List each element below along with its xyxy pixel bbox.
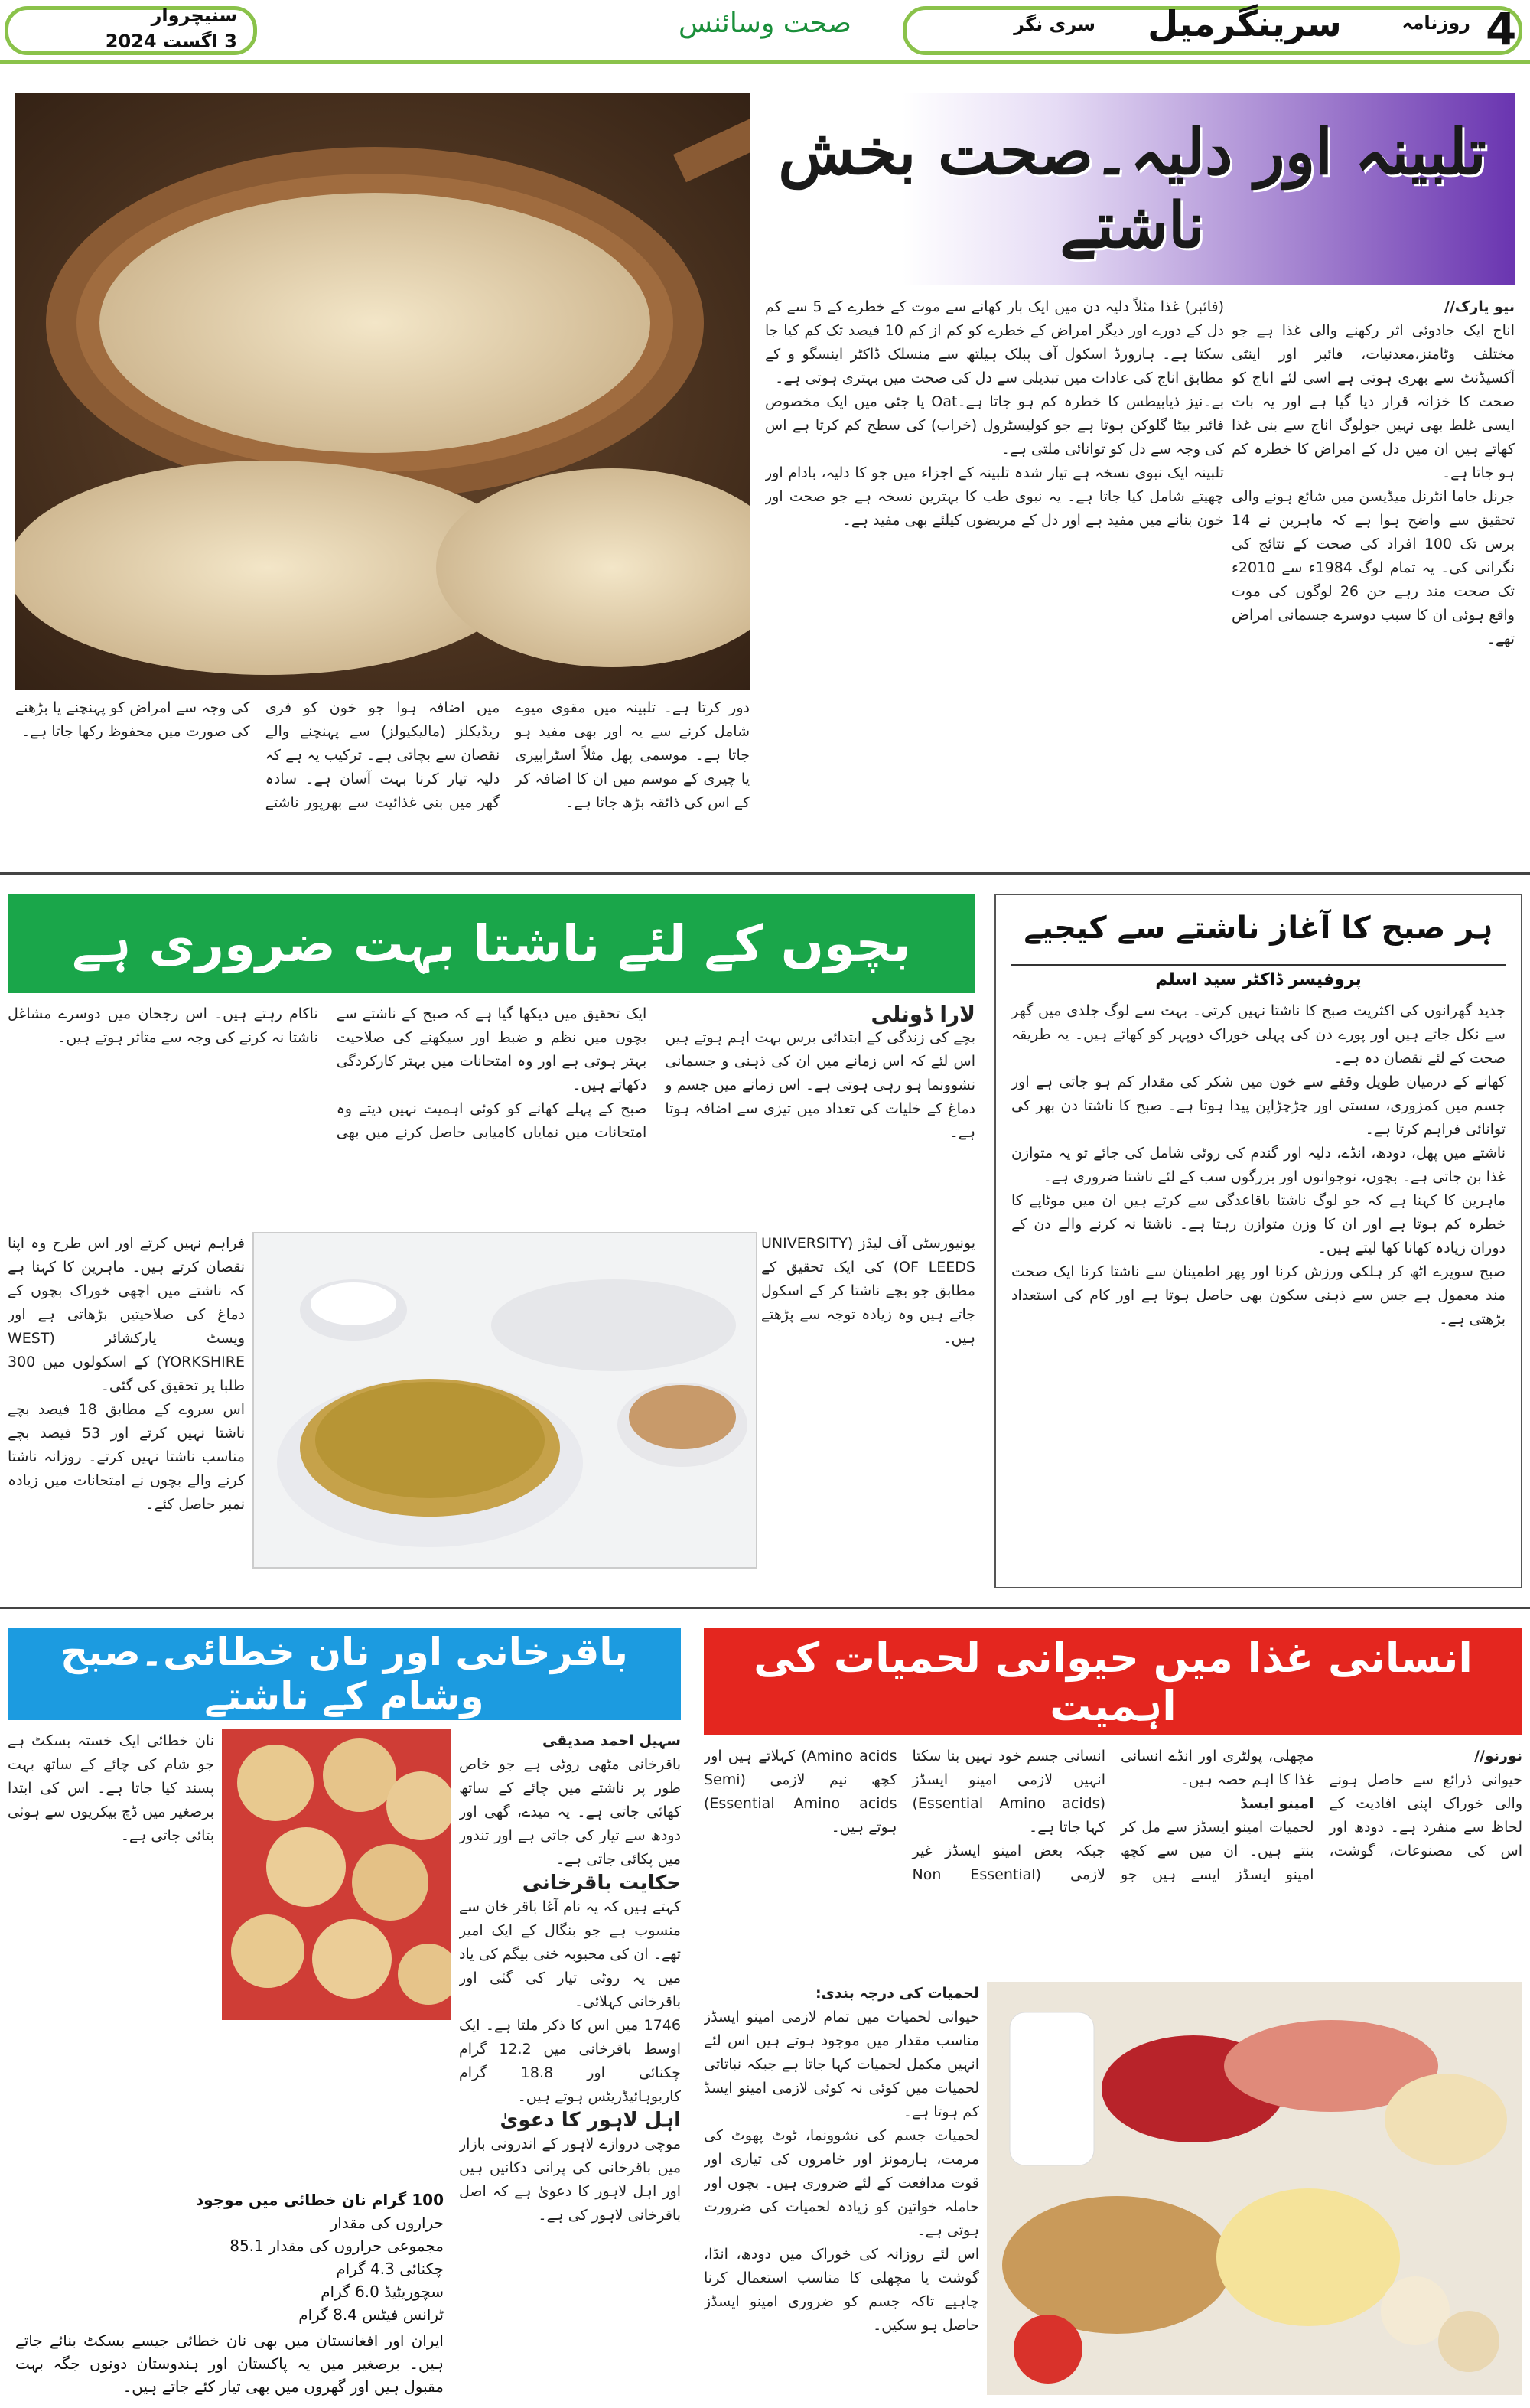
article1-paragraph: تلبینہ ایک نبوی نسخہ ہے تیار شدہ تلبینہ کے اجزاء میں جو کا دلیہ، بادام اور چھیتے شامل کیا جاتا ہے۔ یہ نبوی طب کا بہترین نسخہ ہے جو صحت اور خون بنانے میں مفید ہے اور دل کے مریضوں کیلئے بھی مفید ہے۔ [765,464,1224,529]
article5-column-right [459,1729,681,2395]
article1-paragraph: (فائبر) غذا مثلاً دلیہ دن میں ایک بار کھانے سے موت کے خطرے کے 5 سے کم دل کے دورے اور دیگر امراض کے خطرے کو کم از کم 10 فیصد تک کم کیا جا سکتا ہے۔ ہارورڈ اسکول آف پبلک ہیلتھ سے منسلک ڈاکٹر اینسگو و کے مطابق اناج کی عادات میں تبدیلی سے دل کی صحت میں بہتری ہوتی ہے۔ [765,298,1224,386]
article1-title: تلبینہ اور دلیہ۔صحت بخش ناشتے [778,116,1486,262]
nutrition-item: سچوریٹیڈ 6.0 گرام [321,2283,444,2301]
article4-column-lower [704,1982,979,2395]
article4-subhead: امینو ایسڈ [1240,1795,1314,1812]
article2-title: بچوں کے لئے ناشتا بہت ضروری ہے [72,914,911,973]
article2-paragraph: اس سروے کے مطابق 18 فیصد بچے ناشتا نہیں کرتے اور 53 فیصد بچے مناسب ناشتا نہیں کرتے۔ روزانہ ناشتا کرنے والے بچوں نے امتحانات میں زیادہ نمبر حاصل کئے۔ [8,1401,245,1513]
article1-title-banner [750,93,1515,285]
section-divider [0,1607,1530,1609]
page-number: 4 [1486,3,1517,55]
article3-paragraph: صبح سویرے اٹھ کر ہلکی ورزش کرنا اور پھر اطمینان سے ناشتا کرنا ایک صحت مند معمول ہے جس سے ذہنی سکون بھی حاصل ہوتا ہے اور کام کی استعداد بڑھتی ہے۔ [1011,1263,1506,1328]
baqarkhani-illustration [222,1729,451,2020]
article5-subhead: اہل لاہور کا دعویٰ [500,2109,681,2132]
oats-photo [15,93,750,690]
article1-paragraph: جرنل جاما انٹرنل میڈیسن میں شائع ہونے والی تحقیق سے واضح ہوا ہے کہ ماہرین نے 14 برس تک 100 افراد کی صحت کے نتائج کی نگرانی کی۔ یہ تمام لوگ 1984ء سے 2010ء تک صحت مند رہے جن 26 لوگوں کی موت واقع ہوئی ان کا سبب دوسرے جسمانی امراض تھے۔ [1232,488,1515,647]
article5-paragraph: باقرخانی مٹھی روٹی ہے جو خاص طور پر ناشتے میں چائے کے ساتھ کھائی جاتی ہے۔ یہ میدے، گھی اور دودھ سے تیار کی جاتی ہے اور تندور میں پکائی جاتی ہے۔ [459,1756,681,1868]
article1-paragraph: اناج ایک جادوئی اثر رکھنے والی غذا ہے جو مختلف وٹامنز،معدنیات، فائبر اور اینٹی آکسیڈنٹ سے بھری ہوتی ہے اسی لئے اناج کو صحت کا خزانہ قرار دیا گیا ہے اور یہ بات ایسی غلط بھی نہیں جولوگ اناج سے بنی غذا کھاتے ہیں ان میں دل کے امراض کا خطرہ کم ہو جاتا ہے۔ [1232,322,1515,481]
issue-date: 3 اگست 2024 [105,31,237,52]
paratha-photo [252,1232,757,1569]
article2-byline: لارا ڈونلی [871,1002,975,1027]
nutrition-heading: 100 گرام نان خطائی میں موجود [195,2191,444,2209]
paratha-illustration [254,1233,756,1567]
article4-paragraph: اس لئے روزانہ کی خوراک میں دودھ، انڈا، گوشت یا مچھلی کا مناسب استعمال کرنا چاہیے تاکہ جسم کو ضروری امینو ایسڈز حاصل ہو سکیں۔ [704,2246,979,2334]
article1-paragraph: دور کرتا ہے۔ تلبینہ میں مقوی میوے شامل کرنے سے یہ اور بھی مفید ہو جاتا ہے۔ موسمی پھل مثلاً اسٹرابیری یا چیری کے موسم میں ان کا اضافہ کر کے اس کی ذائقہ بڑھ جاتا ہے۔ [515,699,750,811]
oats-photo-illustration [15,93,750,690]
article3-paragraph: ماہرین کا کہنا ہے کہ جو لوگ ناشتا باقاعدگی سے کرتے ہیں ان میں موٹاپے کا خطرہ کم ہوتا ہے اور ان کا وزن متوازن رہتا ہے۔ ناشتا نہ کرنے والے دن کے دوران زیادہ کھانا کھا لیتے ہیں۔ [1011,1192,1506,1256]
nutrition-item: حراروں کی مقدار [330,2214,444,2232]
article2-paragraph: ایک تحقیق میں دیکھا گیا ہے کہ صبح کے ناشتے سے بچوں میں نظم و ضبط اور سیکھنے کی صلاحیت بہتر ہوتی ہے اور وہ امتحانات میں بہتر کارکردگی دکھاتے ہیں۔ [336,1005,647,1093]
article3-paragraph: کھانے کے درمیان طویل وقفے سے خون میں شکر کی مقدار کم ہو جاتی ہے اور جسم میں کمزوری، سستی اور چڑچڑاپن پیدا ہوتا ہے۔ صبح کا ناشتا دن بھر کی توانائی فراہم کرتا ہے۔ [1011,1074,1506,1138]
article2-column-left [8,1232,245,1569]
article4-paragraph: لحمیات امینو ایسڈز سے مل کر بنتے ہیں۔ ان میں سے کچھ امینو ایسڈز ایسے ہیں جو انسانی جسم خود نہیں بنا سکتا انہیں لازمی امینو ایسڈز (Essential Amino acids) کہا جاتا ہے۔ [912,1748,1314,1883]
section-divider [0,872,1530,875]
article5-paragraph: 1746 میں اس کا ذکر ملتا ہے۔ ایک اوسط باقرخانی میں 12.2 گرام چکنائی اور 18.8 گرام کاربوہائیڈریٹس ہوتے ہیں۔ [459,2017,681,2105]
nutrition-box [15,2188,444,2395]
article4-subhead: لحمیات کی درجہ بندی: [815,1985,979,2002]
section-title: صحت وسائنس [679,8,851,39]
article3-body [1011,999,1506,1575]
article3-byline: پروفیسر ڈاکٹر سید اسلم [1155,970,1362,989]
paper-name: سرینگرمیل [1148,3,1342,44]
article1-paragraph: بے۔نیز ذیابیطس کا خطرہ کم ہو جاتا ہے۔Oat یا جئی میں ایک مخصوص فائبر بیٹا گلوکن ہوتا ہے جو کولیسٹرول (خراب) کی سطح کم کرتا ہے اس کی وجہ سے دل کو توانائی ملتی ہے۔ [765,393,1224,458]
article2-paragraph: صبح کے پہلے کھانے کو کوئی اہمیت نہیں دیتے وہ امتحانات میں نمایاں کامیابی حاصل کرنے میں بھی ناکام رہتے ہیں۔ اس رجحان میں دوسرے مشاغل ناشتا نہ کرنے کی وجہ سے متاثر ہوتے ہیں۔ [8,1005,647,1141]
article5-title-banner [8,1628,681,1720]
article5-paragraph: کہتے ہیں کہ یہ نام آغا باقر خان سے منسوب ہے جو بنگال کے ایک امیر تھے۔ ان کی محبوبہ خنی بیگم کی یاد میں یہ روٹی تیار کی گئی اور باقرخانی کہلائی۔ [459,1898,681,2010]
article4-title-banner [704,1628,1522,1735]
article3-title: ہر صبح کا آغاز ناشتے سے کیجیے [1024,911,1493,946]
article2-paragraph: بچے کی زندگی کے ابتدائی برس بہت اہم ہوتے ہیں اس لئے کہ اس زمانے میں ان کی ذہنی و جسمانی نشوونما ہو رہی ہوتی ہے۔ اس زمانے میں جسم و دماغ کے خلیات کی تعداد میں تیزی سے اضافہ ہوتا ہے۔ [665,1029,975,1141]
article3-title-rule [1011,964,1506,966]
article3-paragraph: جدید گھرانوں کی اکثریت صبح کا ناشتا نہیں کرتی۔ بہت سے لوگ جلدی میں گھر سے نکل جاتے ہیں اور پورے دن کی پہلی خوراک دوپہر کو کھاتے ہیں۔ یہ طریقہ صحت کے لئے نقصان دہ ہے۔ [1011,1002,1506,1067]
article1-column-3 [15,696,750,849]
protein-foods-illustration [987,1982,1522,2395]
nutrition-item: مجموعی حراروں کی مقدار 85.1 [230,2237,444,2255]
article2-title-banner [8,894,975,993]
article5-column-left [8,1729,214,2196]
article2-columns-top [8,1002,975,1224]
article4-paragraph: لحمیات جسم کی نشوونما، ٹوٹ پھوٹ کی مرمت، ہارمونز اور خامروں کی تیاری اور قوت مدافعت کے لئے ضروری ہیں۔ بچوں اور حاملہ خواتین کو زیادہ لحمیات کی ضرورت ہوتی ہے۔ [704,2127,979,2239]
nutrition-item: ٹرانس فیٹس 8.4 گرام [298,2305,444,2324]
article5-paragraph: ایران اور افغانستان میں بھی نان خطائی جیسے بسکٹ بنائے جاتے ہیں۔ برصغیر میں یہ پاکستان اور ہندوستان دونوں جگہ بہت مقبول ہیں اور گھروں میں بھی تیار کئے جاتے ہیں۔ [15,2331,444,2396]
article4-columns [704,1745,1522,1974]
article5-subhead: حکایت باقرخانی [522,1872,681,1895]
article4-byline: نورنو// [1474,1748,1522,1764]
article2-column-right: یونیورسٹی آف لیڈز (UNIVERSITY OF LEEDS) کی ایک تحقیق کے مطابق جو بچے ناشتا کر کے اسکول جاتے ہیں وہ زیادہ توجہ سے پڑھتے ہیں۔ [761,1235,975,1347]
article1-paragraph: میں اضافہ ہوا جو خون کو فری ریڈیکلز (مالیکیولز) سے پہنچنے والے نقصان سے بچاتی ہے۔ ترکیب یہ ہے کہ دلیہ تیار کرنا بہت آسان ہے۔ سادہ گھر میں بنی غذائیت سے بھرپور ناشتے کی وجہ سے امراض کو پہنچنے یا بڑھنے کی صورت میں محفوظ رکھا جاتا ہے۔ [15,699,500,811]
article1-column-1 [1232,295,1515,854]
masthead-rule [0,60,1530,64]
article3-box [994,894,1522,1588]
article1-column-2 [765,295,1224,854]
article3-paragraph: ناشتے میں پھل، دودھ، انڈے، دلیہ اور گندم کی روٹی شامل کی جائے تو یہ متوازن غذا بن جاتی ہے۔ بچوں، نوجوانوں اور بزرگوں سب کے لئے ناشتا ضروری ہے۔ [1011,1145,1506,1185]
paper-prefix: روزنامہ [1401,12,1470,34]
weekday: سنیچروار [151,5,237,26]
protein-foods-photo [987,1982,1522,2395]
article4-paragraph: حیوانی ذرائع سے حاصل ہونے والی خوراک اپنی افادیت کے لحاظ سے منفرد ہے۔ دودھ اور اس کی مصنوعات، گوشت، مچھلی، پولٹری اور انڈے انسانی غذا کا اہم حصہ ہیں۔ [1121,1748,1522,1859]
article5-byline: سہیل احمد صدیقی [542,1732,681,1749]
article2-paragraph: فراہم نہیں کرتے اور اس طرح وہ اپنا نقصان کرتے ہیں۔ ماہرین کا کہنا ہے کہ ناشتے میں اچھی خوراک بچوں کے دماغ کی صلاحیتیں بڑھاتی ہے اور ویسٹ یارکشائر (WEST YORKSHIRE) کے اسکولوں میں 300 طلبا پر تحقیق کی گئی۔ [8,1235,245,1394]
nutrition-item: چکنائی 4.3 گرام [336,2260,444,2278]
article4-title: انسانی غذا میں حیوانی لحمیات کی اہمیت [754,1634,1473,1730]
baqarkhani-photo [222,1729,451,2020]
article4-paragraph: جبکہ بعض امینو ایسڈز غیر لازمی (Non Essential Amino acids) کہلاتے ہیں اور کچھ نیم لازمی (Semi Essential Amino acids) ہوتے ہیں۔ [704,1748,1105,1883]
article4-paragraph: حیوانی لحمیات میں تمام لازمی امینو ایسڈز مناسب مقدار میں موجود ہوتے ہیں اس لئے انہیں مکمل لحمیات کہا جاتا ہے جبکہ نباتاتی لحمیات میں کوئی نہ کوئی لازمی امینو ایسڈ کم ہوتا ہے۔ [704,2009,979,2120]
paper-city: سری نگر [1014,14,1095,35]
article5-paragraph: نان خطائی ایک خستہ بسکٹ ہے جو شام کی چائے کے ساتھ بہت پسند کیا جاتا ہے۔ اس کی ابتدا برصغیر میں ڈچ بیکریوں سے ہوئی بتائی جاتی ہے۔ [8,1732,214,1844]
article1-byline: نیو یارک// [1444,298,1515,315]
article5-paragraph: موچی دروازے لاہور کے اندرونی بازار میں باقرخانی کی پرانی دکانیں ہیں اور اہل لاہور کا دعویٰ ہے کہ اصل باقرخانی لاہور کی ہے۔ [459,2136,681,2224]
article5-title: باقرخانی اور نان خطائی۔صبح وشام کے ناشتے [60,1630,628,1719]
masthead [0,0,1530,98]
